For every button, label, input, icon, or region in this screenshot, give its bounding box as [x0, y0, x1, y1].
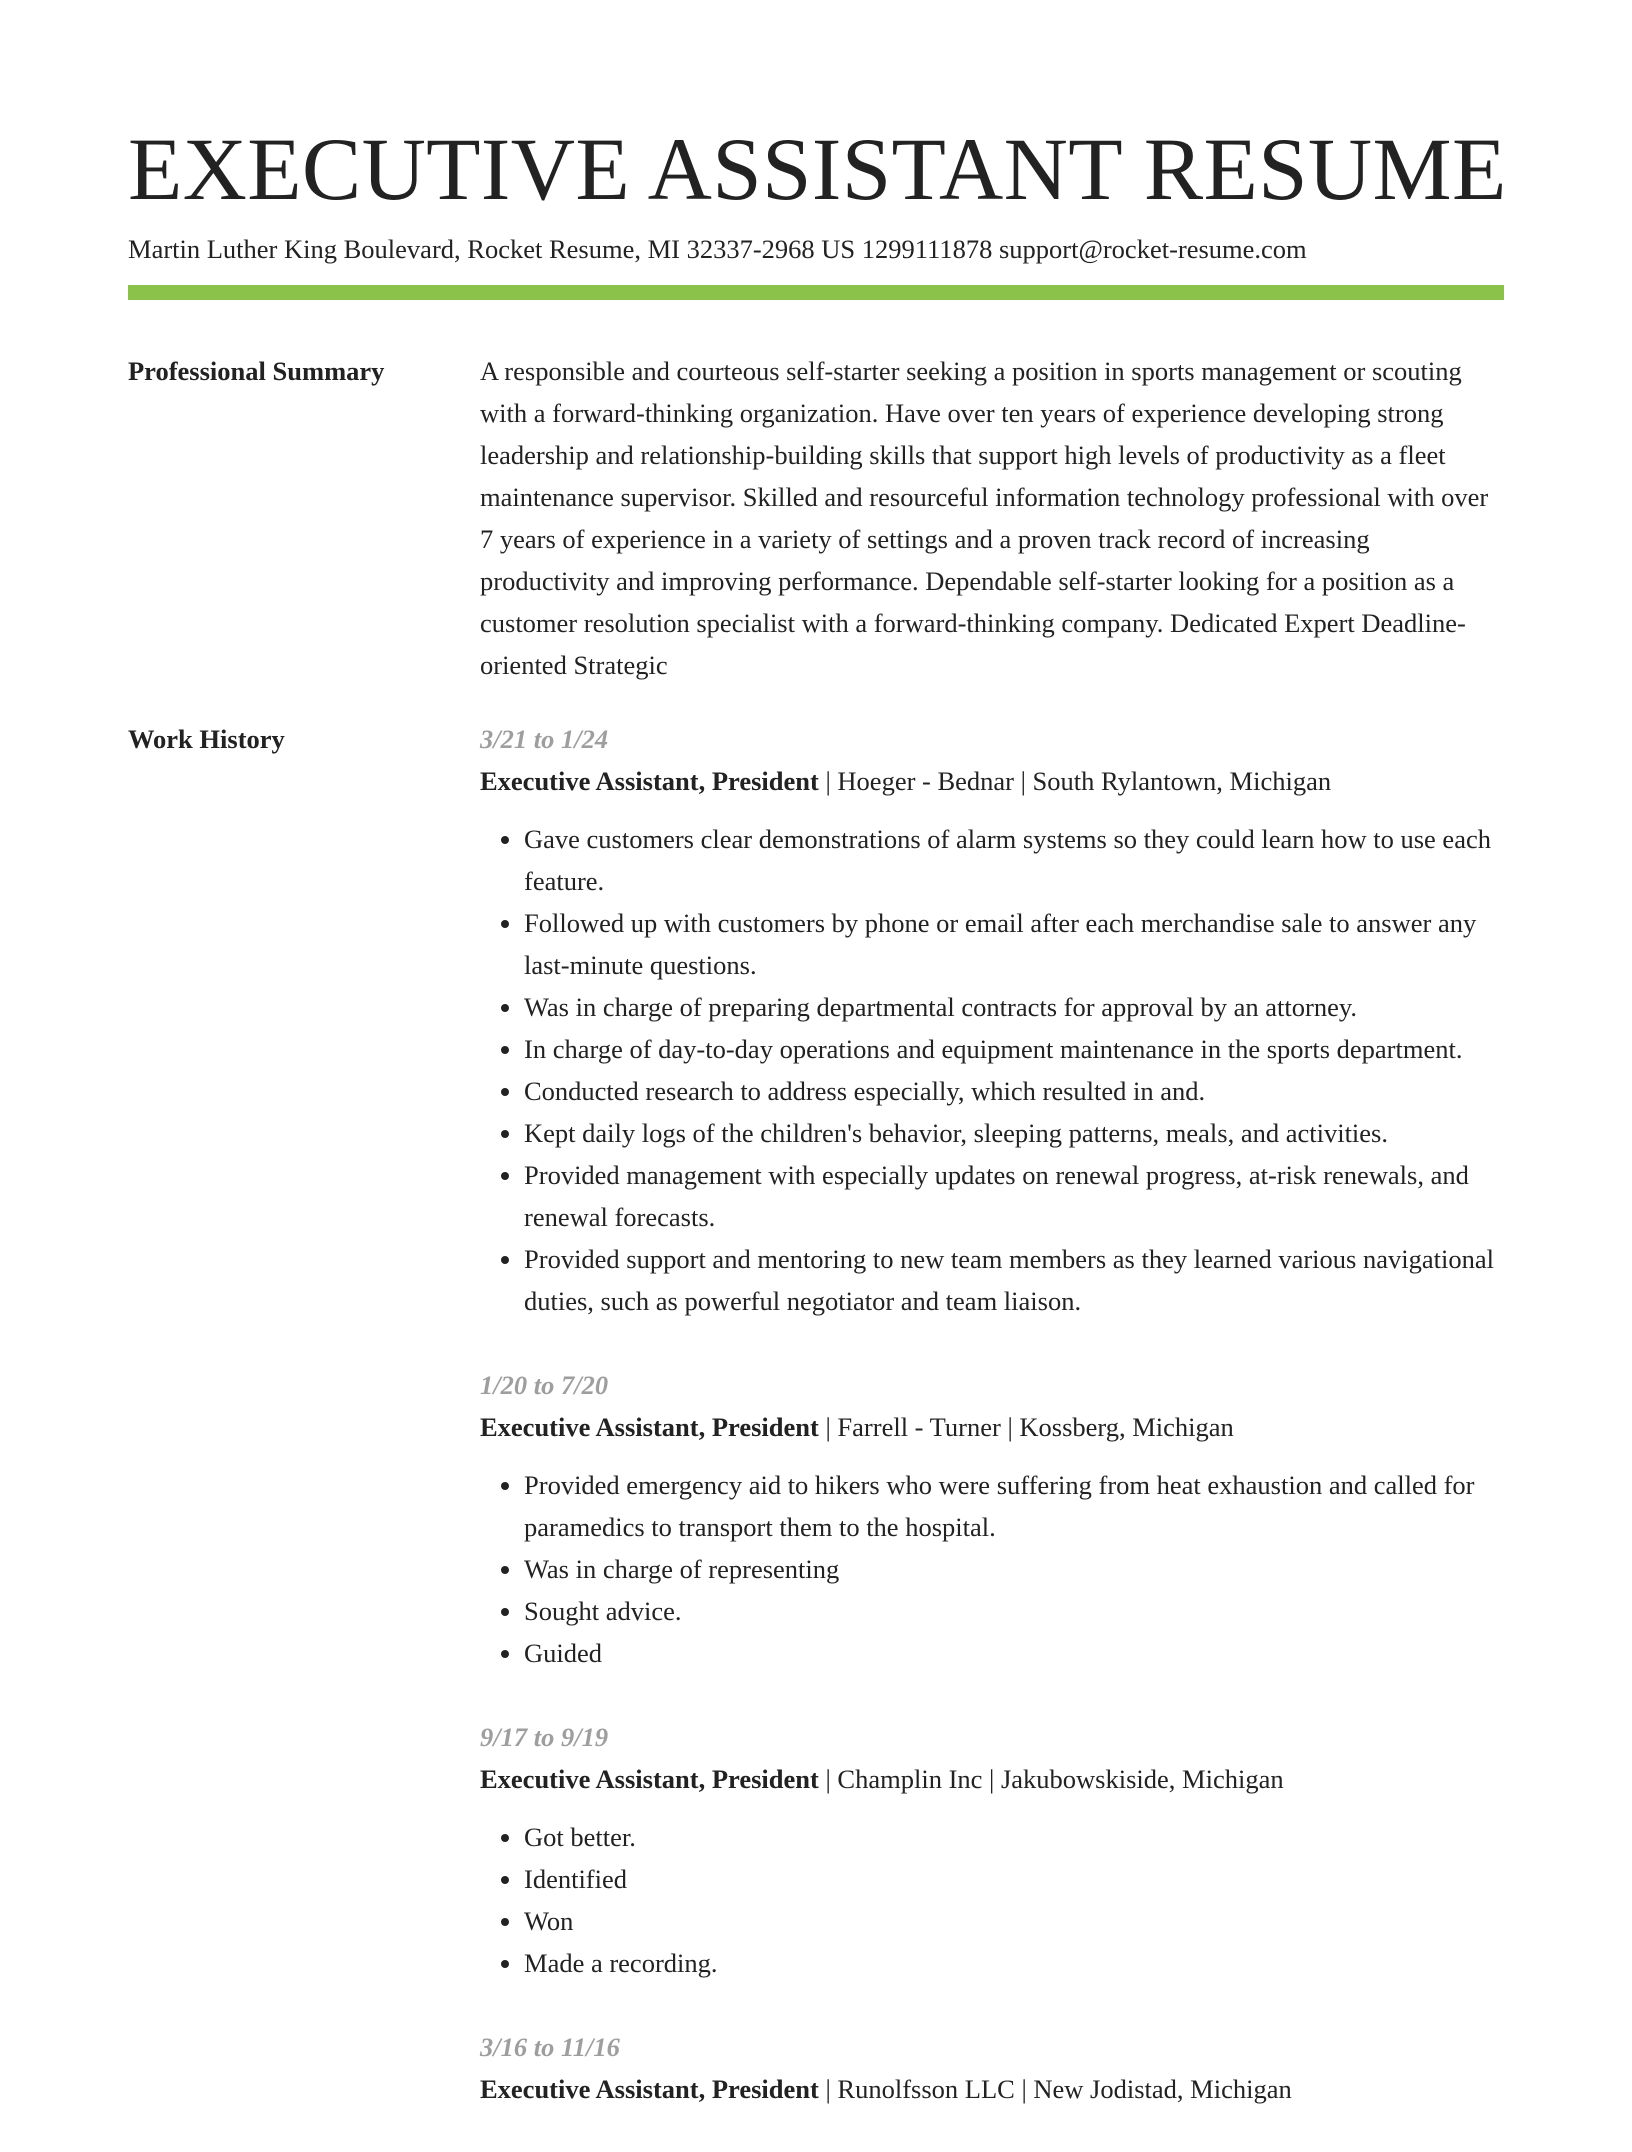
- job-bullets: [480, 818, 1504, 1322]
- job-header: [480, 1406, 1504, 1448]
- work-history-section: [480, 718, 1504, 2152]
- section-label-work-history: Work History: [128, 724, 285, 754]
- job-dates: 3/21 to 1/24: [480, 724, 609, 754]
- job-role: Executive Assistant, President: [480, 1412, 819, 1442]
- job-details: | Hoeger - Bednar | South Rylantown, Michigan: [818, 766, 1332, 796]
- job-header: [480, 760, 1504, 802]
- job-role: Executive Assistant, President: [480, 2074, 819, 2104]
- job-bullets: [480, 1464, 1504, 1674]
- bullet-item: • Conducted research to address especially, which resulted in and.: [524, 1070, 1504, 1112]
- job-entry: [480, 1716, 1504, 1984]
- bullet-item: • Sought advice.: [524, 1590, 1504, 1632]
- job-details: | Champlin Inc | Jakubowskiside, Michigan: [818, 1764, 1284, 1794]
- bullet-item: • Identified: [524, 1858, 1504, 1900]
- resume-title: EXECUTIVE ASSISTANT RESUME: [128, 121, 1507, 219]
- job-dates: 9/17 to 9/19: [480, 1722, 609, 1752]
- job-role: Executive Assistant, President: [480, 1764, 819, 1794]
- job-header: [480, 1758, 1504, 1800]
- summary-text: A responsible and courteous self-starter seeking a position in sports management or scouting with a forward-thinking organization. Have over ten years of experience developing strong leadership and relationship-building skills that support high levels of productivity as a fleet maintenance supervisor. Skilled and resourceful information technology professional with over 7 years of experience in a variety of settings and a proven track record of increasing productivity and improving performance. Dependable self-starter looking for a position as a customer resolution specialist with a forward-thinking company. Dedicated Expert Deadline-oriented Strategic: [480, 356, 1489, 680]
- bullet-item: • Provided emergency aid to hikers who were suffering from heat exhaustion and called for paramedics to transport them to the hospital.: [524, 1464, 1504, 1548]
- bullet-item: • Got better.: [524, 1816, 1504, 1858]
- job-entry: [480, 2026, 1504, 2110]
- bullet-item: • Provided management with especially updates on renewal progress, at-risk renewals, and renewal forecasts.: [524, 1154, 1504, 1238]
- bullet-item: • Was in charge of preparing departmental contracts for approval by an attorney.: [524, 986, 1504, 1028]
- job-header: [480, 2068, 1504, 2110]
- bullet-item: • In charge of day-to-day operations and equipment maintenance in the sports department.: [524, 1028, 1504, 1070]
- section-label-summary: Professional Summary: [128, 356, 385, 386]
- header-divider: [128, 285, 1504, 300]
- summary-section: [480, 350, 1504, 686]
- bullet-item: • Guided: [524, 1632, 1504, 1674]
- job-details: | Runolfsson LLC | New Jodistad, Michigan: [818, 2074, 1292, 2104]
- job-dates: 1/20 to 7/20: [480, 1370, 609, 1400]
- bullet-item: • Followed up with customers by phone or email after each merchandise sale to answer any last-minute questions.: [524, 902, 1504, 986]
- job-details: | Farrell - Turner | Kossberg, Michigan: [818, 1412, 1234, 1442]
- contact-info: Martin Luther King Boulevard, Rocket Resume, MI 32337-2968 US 1299111878 support@rocket-resume.com: [128, 234, 1307, 264]
- job-entry: [480, 718, 1504, 1322]
- job-role: Executive Assistant, President: [480, 766, 819, 796]
- job-bullets: [480, 1816, 1504, 1984]
- bullet-item: • Provided support and mentoring to new team members as they learned various navigational duties, such as powerful negotiator and team liaison.: [524, 1238, 1504, 1322]
- bullet-item: • Gave customers clear demonstrations of alarm systems so they could learn how to use each feature.: [524, 818, 1504, 902]
- bullet-item: • Won: [524, 1900, 1504, 1942]
- bullet-item: • Kept daily logs of the children's behavior, sleeping patterns, meals, and activities.: [524, 1112, 1504, 1154]
- job-dates: 3/16 to 11/16: [480, 2032, 620, 2062]
- job-entry: [480, 1364, 1504, 1674]
- bullet-item: • Made a recording.: [524, 1942, 1504, 1984]
- bullet-item: • Was in charge of representing: [524, 1548, 1504, 1590]
